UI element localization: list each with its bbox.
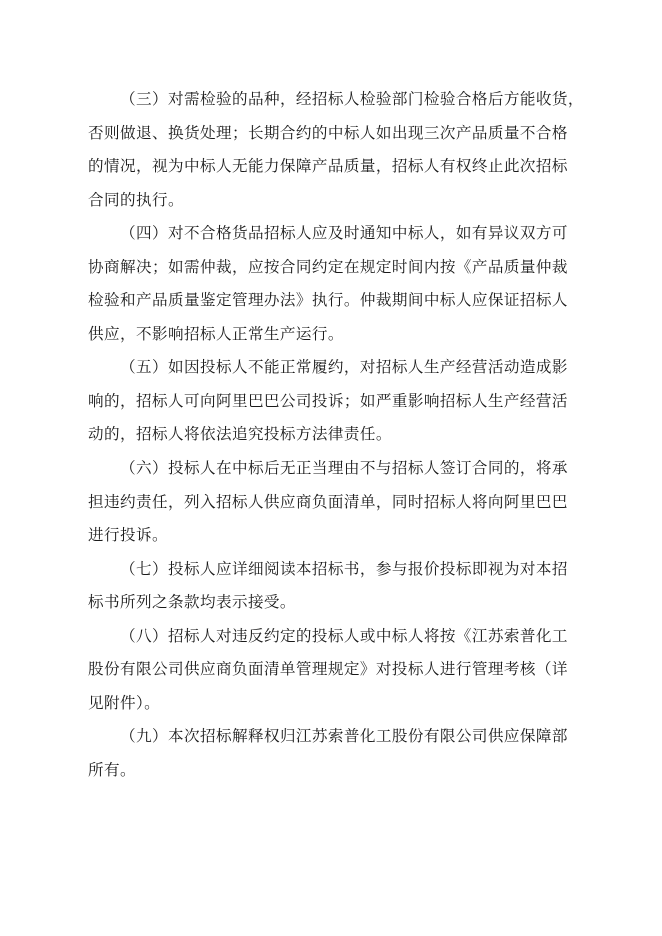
paragraph-line: 所有。 <box>88 760 136 779</box>
paragraph <box>88 351 568 452</box>
paragraph-line: （六）投标人在中标后无正当理由不与招标人签订合同的，将承 <box>120 459 568 478</box>
paragraph-line: 的情况，视为中标人无能力保障产品质量，招标人有权终止此次招标 <box>88 157 568 176</box>
paragraph-line: 动的，招标人将依法追究投标方法律责任。 <box>88 425 392 444</box>
paragraph-line: （五）如因投标人不能正常履约，对招标人生产经营活动造成影 <box>120 358 568 377</box>
paragraph <box>88 217 568 351</box>
paragraph-line: 否则做退、换货处理；长期合约的中标人如出现三次产品质量不合格 <box>88 123 568 142</box>
paragraph <box>88 452 568 553</box>
paragraph-line: （四）对不合格货品招标人应及时通知中标人，如有异议双方可 <box>120 224 568 243</box>
paragraph-line: 担违约责任，列入招标人供应商负面清单，同时招标人将向阿里巴巴 <box>88 492 568 511</box>
paragraph-line: 供应，不影响招标人正常生产运行。 <box>88 324 344 343</box>
paragraph-line: 响的，招标人可向阿里巴巴公司投诉；如严重影响招标人生产经营活 <box>88 391 568 410</box>
paragraph-line: （九）本次招标解释权归江苏索普化工股份有限公司供应保障部 <box>120 727 568 746</box>
paragraph <box>88 720 568 787</box>
document-page <box>88 83 584 787</box>
paragraph-line: 标书所列之条款均表示接受。 <box>88 593 296 612</box>
paragraph-line: 合同的执行。 <box>88 190 184 209</box>
paragraph-line: 股份有限公司供应商负面清单管理规定》对投标人进行管理考核（详 <box>88 660 568 679</box>
paragraph-line: 进行投诉。 <box>88 526 168 545</box>
paragraph-line: 协商解决；如需仲裁，应按合同约定在规定时间内按《产品质量仲裁 <box>88 257 568 276</box>
paragraph-line: （七）投标人应详细阅读本招标书，参与报价投标即视为对本招 <box>120 559 568 578</box>
paragraph-line: （八）招标人对违反约定的投标人或中标人将按《江苏索普化工 <box>120 626 568 645</box>
paragraph <box>88 553 568 620</box>
paragraph-line: （三）对需检验的品种，经招标人检验部门检验合格后方能收货， <box>120 90 584 108</box>
paragraph-line: 见附件）。 <box>88 693 161 712</box>
paragraph <box>88 83 584 217</box>
paragraph-line: 检验和产品质量鉴定管理办法》执行。仲裁期间中标人应保证招标人 <box>88 291 568 310</box>
paragraph <box>88 620 568 721</box>
